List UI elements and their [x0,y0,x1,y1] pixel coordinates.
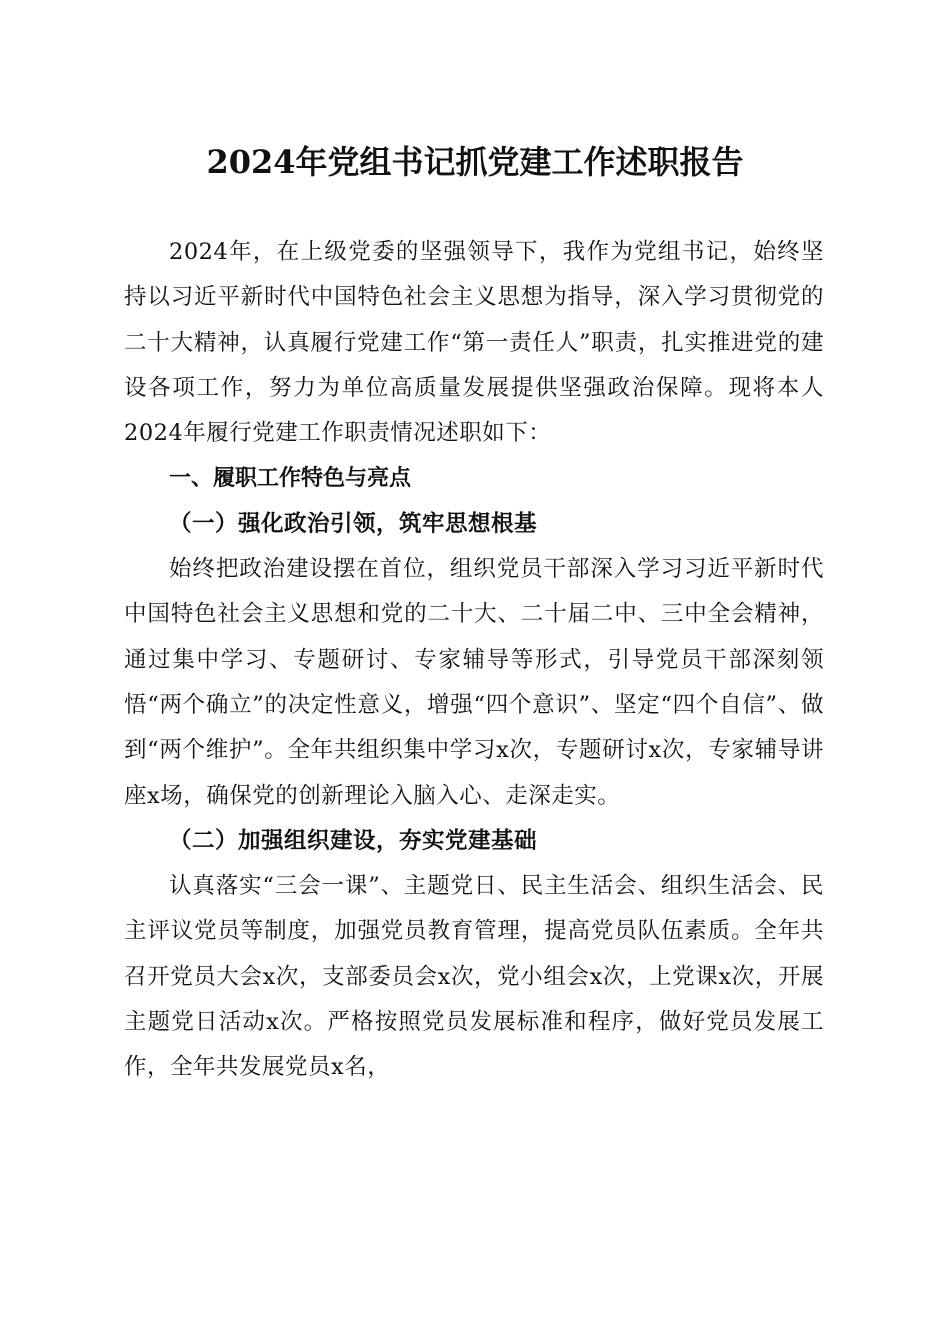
subsection-heading-2: （二）加强组织建设，夯实党建基础 [169,827,538,854]
subsection-heading-1: （一）强化政治引领，筑牢思想根基 [169,510,538,537]
document-body [124,230,824,1091]
intro-paragraph: 2024年，在上级党委的坚强领导下，我作为党组书记，始终坚持以习近平新时代中国特色社会主义思想为指导，深入学习贯彻党的二十大精神，认真履行党建工作“第一责任人”职责，扎实推进党的建设各项工作，努力为单位高质量发展提供坚强政治保障。现将本人2024年履行党建工作职责情况述职如下： [124,239,824,447]
document-title: 2024年党组书记抓党建工作述职报告 [206,143,744,181]
subsection-paragraph-1: 始终把政治建设摆在首位，组织党员干部深入学习习近平新时代中国特色社会主义思想和党的二十大、二十届二中、三中全会精神，通过集中学习、专题研讨、专家辅导等形式，引导党员干部深刻领悟“两个确立”的决定性意义，增强“四个意识”、坚定“四个自信”、做到“两个维护”。全年共组织集中学习x次，专题研讨x次，专家辅导讲座x场，确保党的创新理论入脑入心、走深走实。 [124,556,824,809]
subsection-paragraph-2: 认真落实“三会一课”、主题党日、民主生活会、组织生活会、民主评议党员等制度，加强党员教育管理，提高党员队伍素质。全年共召开党员大会x次，支部委员会x次，党小组会x次，上党课x次，开展主题党日活动x次。严格按照党员发展标准和程序，做好党员发展工作，全年共发展党员x名， [124,873,824,1081]
section-heading: 一、履职工作特色与亮点 [169,466,412,492]
